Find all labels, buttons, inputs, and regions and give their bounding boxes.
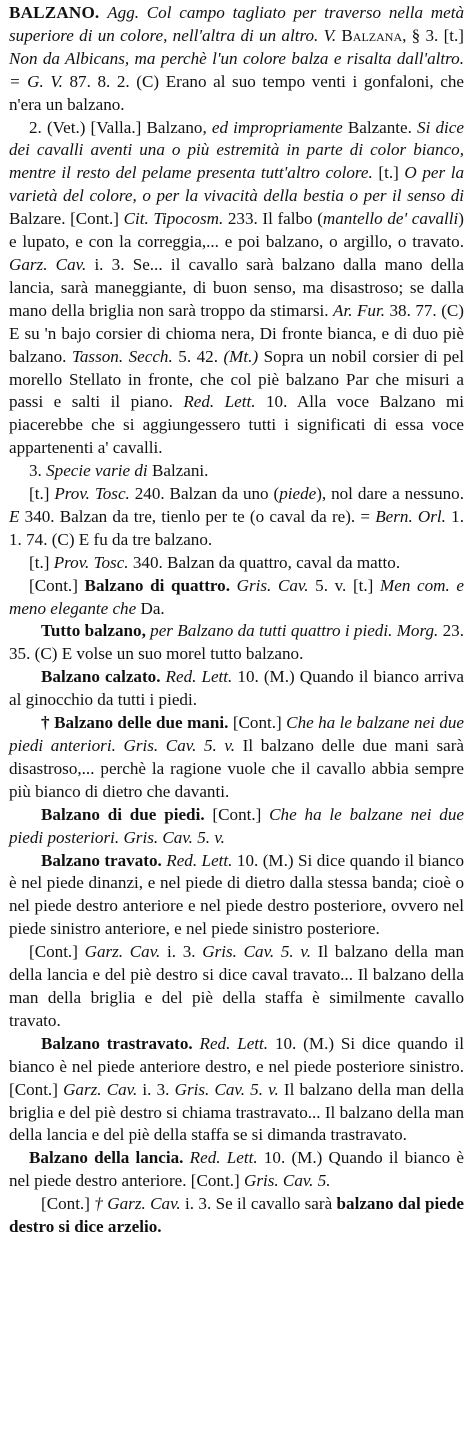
text-span: Balzani. [151,461,209,481]
subentry [9,804,464,850]
sense-2 [9,117,464,461]
text-span: Cit. Tipocosm. [123,209,224,229]
text-span: [Cont.] [212,804,262,824]
text-span: 10. (M.) Si dice quando il bianco è nel piede anteriore destro, e nel piede posteriore sinistro. [Cont.] [9,1033,464,1099]
text-span: 2. (Vet.) [Valla.] Balzano, [29,117,207,137]
text-span: 10. (M.) Quando il bianco è nel piede destro anteriore. [Cont.] [9,1148,464,1191]
text-span: Il balzano della man della briglia e del piè destro si chiama trastravato... Il balzano della man della lancia e del piè della staffa se si dimanda trastravato. [9,1079,465,1145]
text-span: [Cont.] [29,575,78,595]
text-span: Gris. Cav. [236,575,309,595]
text-span: Che ha le balzane nei due piedi anteriori. [9,713,465,755]
sense-3 [9,460,464,483]
text-span: 10. (M.) Quando il bianco arriva al ginocchio da tutti i piedi. [9,667,464,710]
text-span: Red. Lett. [166,850,233,870]
text-span: Tasson. Secch. [71,346,173,366]
text-span: Red. Lett. [183,392,256,412]
text-span: Si dice dei cavalli aventi una o più estremità in parte di color bianco, mentre il resto del pelame presenta tutt'altro colore. [9,117,464,183]
sense-3-example [9,552,464,575]
text-span: Che ha le balzane nei due piedi posteriori. [9,804,464,847]
text-span: Il balzano delle due mani sarà disastroso,... perchè la ragione vuole che il cavallo abbia sempre più bianco di dietro che davanti. [9,736,464,801]
text-span: Balzante. [347,117,412,137]
text-span: i. 3. Se il cavallo sarà [185,1194,333,1214]
subentry-term: Balzano della lancia. [29,1148,184,1168]
text-span: i. 3. Se... il cavallo sarà balzano dalla mano della lancia, sarà maneggiante, di buon senso, ma disastroso; se dalla mano della briglia non sarà troppo da stimarsi. [9,254,464,320]
text-span: Bern. Orl. [375,506,446,526]
text-span: Prov. Tosc. [53,552,129,572]
subentry-term: Balzano trastravato. [41,1033,193,1053]
text-span: Prov. Tosc. [54,484,130,504]
text-span: 10. (M.) Si dice quando il bianco è nel piede dinanzi, e nel piede di dietro dalla stessa banda; cioè o nel piede destro anteriore e nel piede destro posteriore, ovvero nel piede sinistro anteriore, e nel piede sinistro posteriore. [9,850,464,939]
subentry-term: Balzano travato. [41,850,162,870]
subentry-example [9,941,464,1033]
text-span: E [9,506,20,526]
subentry-term: balzano dal piede [336,1194,464,1214]
text-span: 5. v. [250,1079,279,1099]
text-span: Red. Lett. [165,667,233,687]
subentry [9,850,464,942]
text-span: 5. 42. [178,346,218,366]
text-span: [Cont.] [41,1194,90,1214]
text-span: 5. v. [t.] [315,575,374,595]
entry-headword: BALZANO. [9,3,100,22]
text-span: 3. [29,461,42,481]
text-span: Gris. Cav. [243,1171,314,1191]
text-span: Agg. Col campo tagliato per traverso nella metà superiore di un colore, nell'altra di un altro. V. [9,3,465,45]
subentry [9,666,464,712]
text-span: Gris. Cav. [174,1079,245,1099]
subentry-term: Tutto balzano, [41,621,146,641]
subentry-example [9,1193,464,1239]
text-span: 233. Il falbo ( [227,209,323,229]
text-span: 23. 35. (C) E volse un suo morel tutto balzano. [9,621,464,664]
text-span: Specie varie di [46,461,148,481]
text-span: Men com. e meno elegante che [9,575,464,618]
text-span: Gris. Cav. [202,942,275,962]
text-span: [Cont.] [232,713,282,733]
text-span: 340. Balzan da tre, tienlo per te (o caval da re). = [24,506,371,526]
text-span: destro si dice arzelio. [9,1217,162,1237]
text-span: per [150,621,173,641]
text-span: i. 3. [142,1079,170,1099]
text-span: O per la varietà del colore, o per la vivacità della bestia o per il senso di [9,163,464,206]
subentry [9,1147,464,1193]
text-span: 5. v. [203,736,236,755]
text-span: Il balzano della man della lancia e del piè destro si dice caval travato... Il balzano della man della briglia e del piè della staffa è similmente cavallo travato. [9,942,465,1030]
text-span: [t.] [378,163,399,183]
text-span: 87. 8. 2. (C) Erano al suo tempo venti i gonfaloni, che n'era un balzano. [9,71,464,114]
subentry [9,620,464,666]
entry-definition [9,2,464,117]
text-span: Garz. Cav. [84,942,161,962]
text-span: 5. v. [280,942,311,962]
text-span: Morg. [396,621,439,641]
text-span: piede [279,484,317,504]
text-span: [t.] [29,552,50,572]
text-span: Da. [140,598,165,618]
text-span: Garz. Cav. [9,254,87,274]
text-span: [Cont.] [29,942,78,962]
text-span: Ar. Fur. [333,300,385,320]
text-span: 1. 1. 74. (C) E fu da tre balzano. [9,506,464,549]
text-span: (Mt.) [223,346,259,366]
text-span: mantello de' cavalli [322,209,459,229]
text-span: , § 3. [t.] [402,25,464,45]
text-span: 10. Alla voce Balzano mi piacerebbe che si aggiungessero tutti i significati di essa voce appartenenti a' cavalli. [9,392,464,458]
text-span: 5. [317,1171,331,1191]
text-span: 5. v. [197,827,225,847]
text-span: Gris. Cav. [123,827,193,847]
text-span: Gris. Cav. [123,736,197,755]
subentry [9,1033,464,1148]
subentry [9,712,464,804]
text-span: ), nol dare a nessuno. [316,484,464,504]
text-span: ed impropriamente [211,117,343,137]
text-span: Balzano da tutti quattro i piedi. [177,621,393,641]
text-span: † Garz. Cav. [94,1194,181,1214]
text-span: [t.] [29,484,50,504]
subentry-term: † Balzano delle due mani. [41,713,229,733]
subentry-term: Balzano calzato. [41,667,161,687]
text-span: 340. Balzan da quattro, caval da matto. [132,552,401,572]
text-span: Balzare. [Cont.] [9,209,119,229]
text-span: Red. Lett. [189,1148,258,1168]
text-span: ) e lupato, e con la correggia,... e poi balzano, o argillo, o travato. [9,209,464,252]
text-span: 38. 77. (C) E su 'n bajo corsier di chioma nera, Di fronte bianca, e di duo piè balzano. [9,300,464,366]
text-span: Balzana [341,25,403,45]
text-span: Garz. Cav. [63,1079,138,1099]
text-span: 240. Balzan da uno ( [134,484,280,504]
text-span: Sopra un nobil corsier di pel morello Stellato in fronte, che col piè balzano Par che misuri a passi e salti il piano. [9,346,464,412]
sense-3-example [9,483,464,552]
subentry-term: Balzano di quattro. [84,575,231,595]
text-span: l'un colore balza e risalta dall'altro. = G. V. [9,48,464,91]
text-span: ma perchè [134,48,207,68]
subentry [9,575,464,621]
text-span: Non da Albicans, [9,48,130,68]
subentry-term: Balzano di due piedi. [41,804,205,824]
text-span: i. 3. [167,942,196,962]
text-span: Red. Lett. [199,1033,269,1053]
